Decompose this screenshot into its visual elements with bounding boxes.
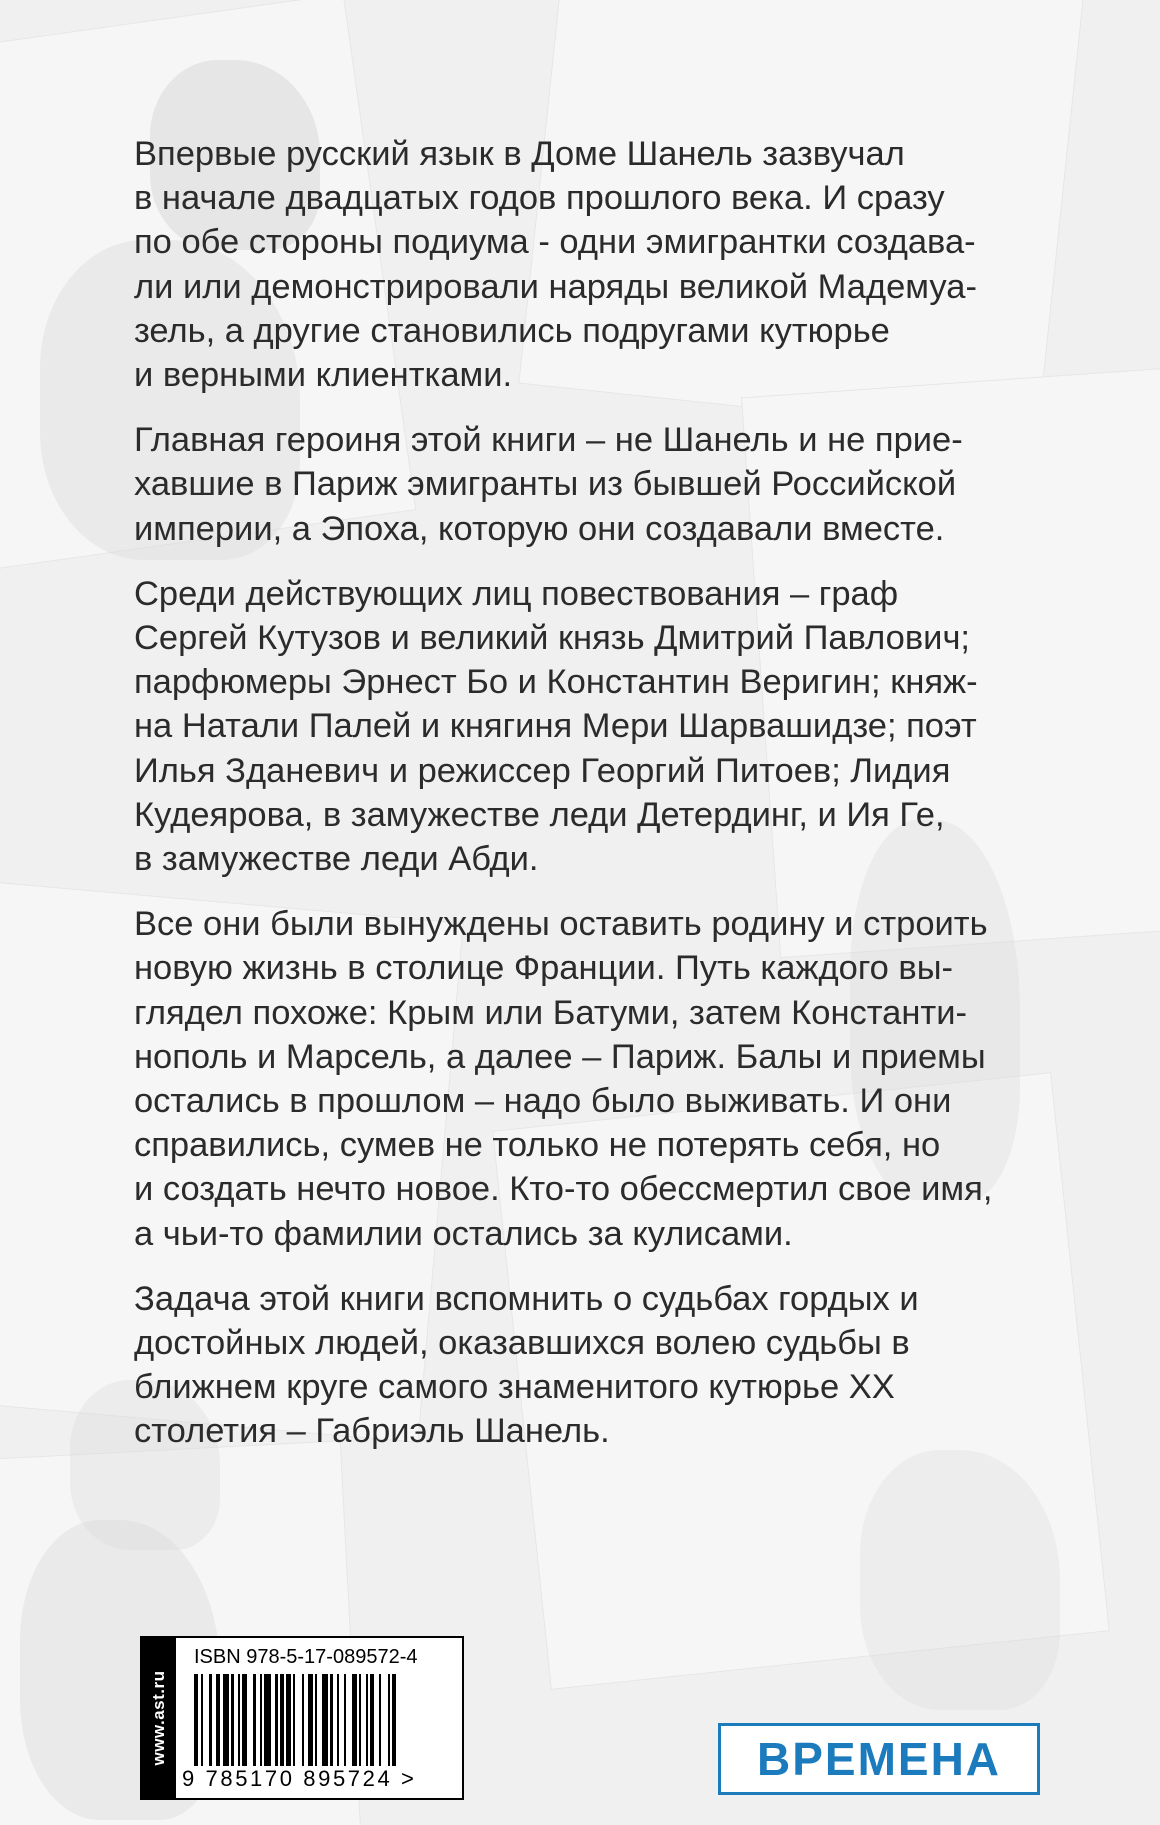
text-line: Сергей Кутузов и великий князь Дмитрий Павлович; [134, 619, 971, 658]
barcode-bar [286, 1674, 290, 1766]
isbn-number: ISBN 978-5-17-089572-4 [194, 1646, 418, 1668]
barcode-bar [280, 1674, 284, 1766]
text-line: столетия – Габриэль Шанель. [134, 1412, 610, 1451]
barcode-bar [253, 1674, 255, 1766]
barcode-bar [352, 1674, 356, 1766]
barcode-bar [315, 1674, 317, 1766]
paragraph-5 [134, 1277, 1084, 1454]
text-line: империи, а Эпоха, которую они создавали вместе. [134, 509, 945, 548]
text-line: хавшие в Париж эмигранты из бывшей Российской [134, 465, 957, 504]
barcode-bar [238, 1674, 240, 1766]
barcode-bar [392, 1674, 396, 1766]
barcode-bar [302, 1674, 304, 1766]
barcode-bar [344, 1674, 346, 1766]
publisher-site-strip [142, 1638, 176, 1798]
text-line: на Натали Палей и княгиня Мери Шарвашидзе; поэт [134, 707, 977, 746]
text-line: Среди действующих лиц повествования – граф [134, 574, 899, 613]
barcode-bar [216, 1674, 220, 1766]
text-line: Впервые русский язык в Доме Шанель зазвучал [134, 135, 905, 173]
barcode-bar [194, 1674, 198, 1766]
paragraph-4 [134, 902, 1084, 1256]
paragraph-3 [134, 572, 1084, 881]
barcode-bar [275, 1674, 277, 1766]
barcode-bar [337, 1674, 339, 1766]
text-line: Главная героиня этой книги – не Шанель и не прие- [134, 421, 963, 460]
barcode-bar [388, 1674, 390, 1766]
barcode-bar [260, 1674, 262, 1766]
text-line: в начале двадцатых годов прошлого века. И сразу [134, 179, 945, 218]
barcode-bar [359, 1674, 361, 1766]
text-line: справились, сумев не только не потерять себя, но [134, 1126, 941, 1165]
text-line: нополь и Марсель, а далее – Париж. Балы и приемы [134, 1037, 986, 1076]
publisher-site: www.ast.ru [149, 1670, 168, 1766]
text-line: по обе стороны подиума - одни эмигрантки создава- [134, 223, 976, 262]
barcode-bar [308, 1674, 312, 1766]
barcode-bar [293, 1674, 295, 1766]
barcode-bar [366, 1674, 368, 1766]
paragraph-2 [134, 418, 1084, 551]
text-line: Илья Зданевич и режиссер Георгий Питоев; Лидия [134, 751, 951, 790]
text-line: в замужестве леди Абди. [134, 840, 539, 879]
barcode-bar [231, 1674, 233, 1766]
ean-digits: 9 785170 895724 > [182, 1766, 417, 1791]
text-line: и верными клиентками. [134, 356, 513, 395]
text-line: новую жизнь в столице Франции. Путь каждого вы- [134, 949, 954, 988]
barcode-bar [242, 1674, 246, 1766]
barcode-bar [264, 1674, 271, 1766]
barcode-icon [194, 1674, 446, 1766]
series-logo [718, 1723, 1040, 1795]
text-line: а чьи-то фамилии остались за кулисами. [134, 1214, 793, 1253]
text-line: Задача этой книги вспомнить о судьбах гордых и [134, 1279, 919, 1318]
isbn-barcode-block [140, 1636, 464, 1800]
text-line: Кудеярова, в замужестве леди Детердинг, и Ия Ге, [134, 795, 945, 834]
text-line: парфюмеры Эрнест Бо и Константин Веригин; княж- [134, 663, 978, 702]
text-line: достойных людей, оказавшихся волею судьбы в [134, 1324, 910, 1363]
barcode-bar [223, 1674, 230, 1766]
text-line: ближнем круге самого знаменитого кутюрье XX [134, 1368, 895, 1407]
text-line: остались в прошлом – надо было выживать. И они [134, 1082, 952, 1121]
barcode-bar [370, 1674, 374, 1766]
barcode-bar [330, 1674, 332, 1766]
paragraph-1 [134, 132, 1084, 397]
text-line: Все они были вынуждены оставить родину и строить [134, 905, 988, 944]
barcode-bar [322, 1674, 329, 1766]
text-line: зель, а другие становились подругами кутюрье [134, 311, 890, 350]
text-line: и создать нечто новое. Кто-то обессмертил свое имя, [134, 1170, 993, 1209]
annotation-text [134, 132, 1084, 1475]
text-line: глядел похоже: Крым или Батуми, затем Константи- [134, 993, 967, 1032]
barcode-bar [379, 1674, 381, 1766]
barcode-bar [201, 1674, 203, 1766]
series-logo-text: ВРЕМЕНА [756, 1733, 1002, 1785]
barcode-bar [209, 1674, 211, 1766]
text-line: ли или демонстрировали наряды великой Мадемуа- [134, 267, 977, 306]
